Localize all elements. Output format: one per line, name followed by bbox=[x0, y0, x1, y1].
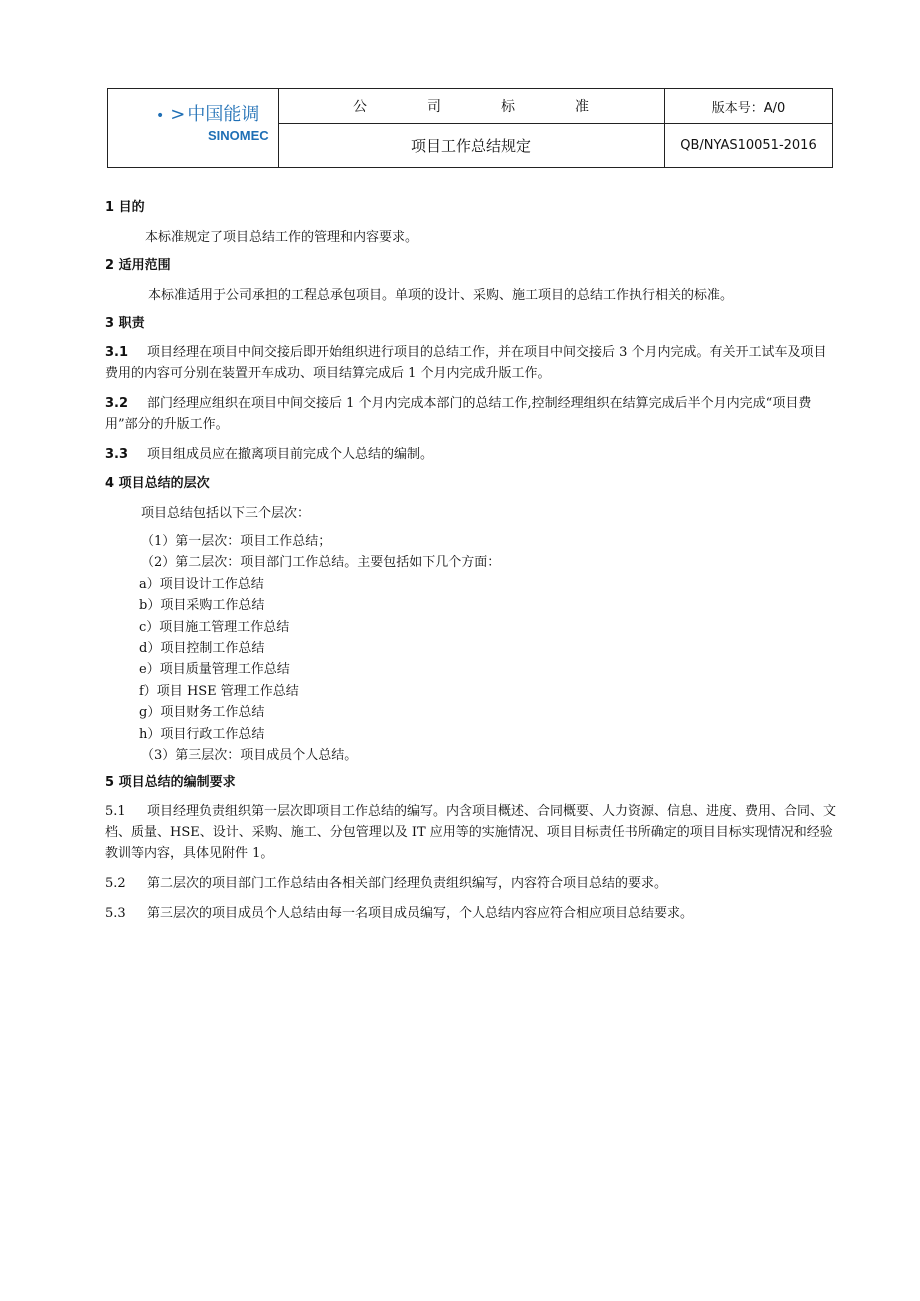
section-4-list-item: a）项目设计工作总结 bbox=[139, 576, 264, 592]
company-standard-label: 公司标准 bbox=[278, 89, 665, 124]
logo-chevron-icon: > bbox=[170, 104, 186, 125]
section-3-item-1 bbox=[105, 342, 827, 384]
section-5-item-1 bbox=[105, 801, 837, 864]
section-3-item-2-number: 3.2 bbox=[105, 396, 129, 411]
section-1-heading: 1 目的 bbox=[105, 200, 145, 215]
section-1-text: 本标准规定了项目总结工作的管理和内容要求。 bbox=[145, 230, 419, 245]
section-4-heading: 4 项目总结的层次 bbox=[105, 476, 210, 491]
section-5-item-3-text: 第三层次的项目成员个人总结由每一名项目成员编写，个人总结内容应符合相应项目总结要求。 bbox=[147, 906, 694, 922]
section-3-item-3-number: 3.3 bbox=[105, 447, 129, 462]
logo-dot-icon: • bbox=[156, 108, 165, 124]
section-5-item-2-text: 第二层次的项目部门工作总结由各相关部门经理负责组织编写，内容符合项目总结的要求。 bbox=[147, 876, 668, 892]
logo-english-text: SINOMEC bbox=[208, 128, 269, 143]
section-4-intro: 项目总结包括以下三个层次： bbox=[141, 506, 311, 521]
section-5-item-1-text: 项目经理负责组织第一层次即项目工作总结的编写。内含项目概述、合同概要、人力资源、信息、进度、费用、合同、文档、质量、HSE、设计、采购、施工、分包管理以及 IT 应用等的实施情况、项目目标责任书所确定的项目目标实现情况和经验教训等内容，具体见附件 1。 bbox=[105, 804, 837, 862]
document-header-table bbox=[107, 88, 833, 168]
section-3-item-3-text: 项目组成员应在撤离项目前完成个人总结的编制。 bbox=[147, 447, 434, 462]
section-4-level-1: （1）第一层次：项目工作总结； bbox=[141, 534, 332, 549]
section-4-level-3: （3）第三层次：项目成员个人总结。 bbox=[141, 748, 358, 764]
section-4-list-item: b）项目采购工作总结 bbox=[139, 598, 265, 614]
section-5-item-1-number: 5.1 bbox=[105, 804, 126, 820]
section-3-item-2-text: 部门经理应组织在项目中间交接后 1 个月内完成本部门的总结工作,控制经理组织在结算完成后半个月内完成“项目费用”部分的升版工作。 bbox=[105, 396, 812, 432]
section-3-item-3 bbox=[105, 444, 845, 465]
section-2-text: 本标准适用于公司承担的工程总承包项目。单项的设计、采购、施工项目的总结工作执行相关的标准。 bbox=[148, 288, 734, 303]
section-4-list-item: c）项目施工管理工作总结 bbox=[139, 619, 290, 635]
section-5-item-3 bbox=[105, 903, 845, 924]
version-label: 版本号：A/0 bbox=[665, 89, 832, 124]
company-logo bbox=[108, 89, 279, 167]
section-3-item-2 bbox=[105, 393, 827, 435]
section-3-item-1-text: 项目经理在项目中间交接后即开始组织进行项目的总结工作，并在项目中间交接后 3 个月内完成。有关开工试车及项目费用的内容可分别在装置开车成功、项目结算完成后 1 个月内完成升版工作。 bbox=[105, 345, 827, 381]
section-4-list-item: h）项目行政工作总结 bbox=[139, 726, 265, 742]
section-4-list-item: g）项目财务工作总结 bbox=[139, 705, 265, 721]
document-code: QB/NYAS10051-2016 bbox=[680, 138, 817, 153]
logo-chinese-text: 中国能调 bbox=[187, 104, 260, 125]
section-2-heading: 2 适用范围 bbox=[105, 258, 171, 273]
section-5-heading: 5 项目总结的编制要求 bbox=[105, 775, 236, 791]
section-4-level-2: （2）第二层次：项目部门工作总结。主要包括如下几个方面： bbox=[141, 555, 501, 571]
section-3-heading: 3 职责 bbox=[105, 316, 145, 331]
section-4-list-item: e）项目质量管理工作总结 bbox=[139, 662, 290, 678]
section-4-list-item: f）项目 HSE 管理工作总结 bbox=[139, 683, 299, 699]
section-5-item-2 bbox=[105, 873, 845, 894]
logo-mark bbox=[156, 103, 278, 127]
document-body bbox=[105, 198, 845, 933]
section-3-item-1-number: 3.1 bbox=[105, 345, 129, 360]
document-title: 项目工作总结规定 bbox=[278, 124, 665, 167]
section-5-item-3-number: 5.3 bbox=[105, 906, 126, 922]
section-5-item-2-number: 5.2 bbox=[105, 876, 126, 892]
section-4-list-item: d）项目控制工作总结 bbox=[139, 641, 265, 657]
